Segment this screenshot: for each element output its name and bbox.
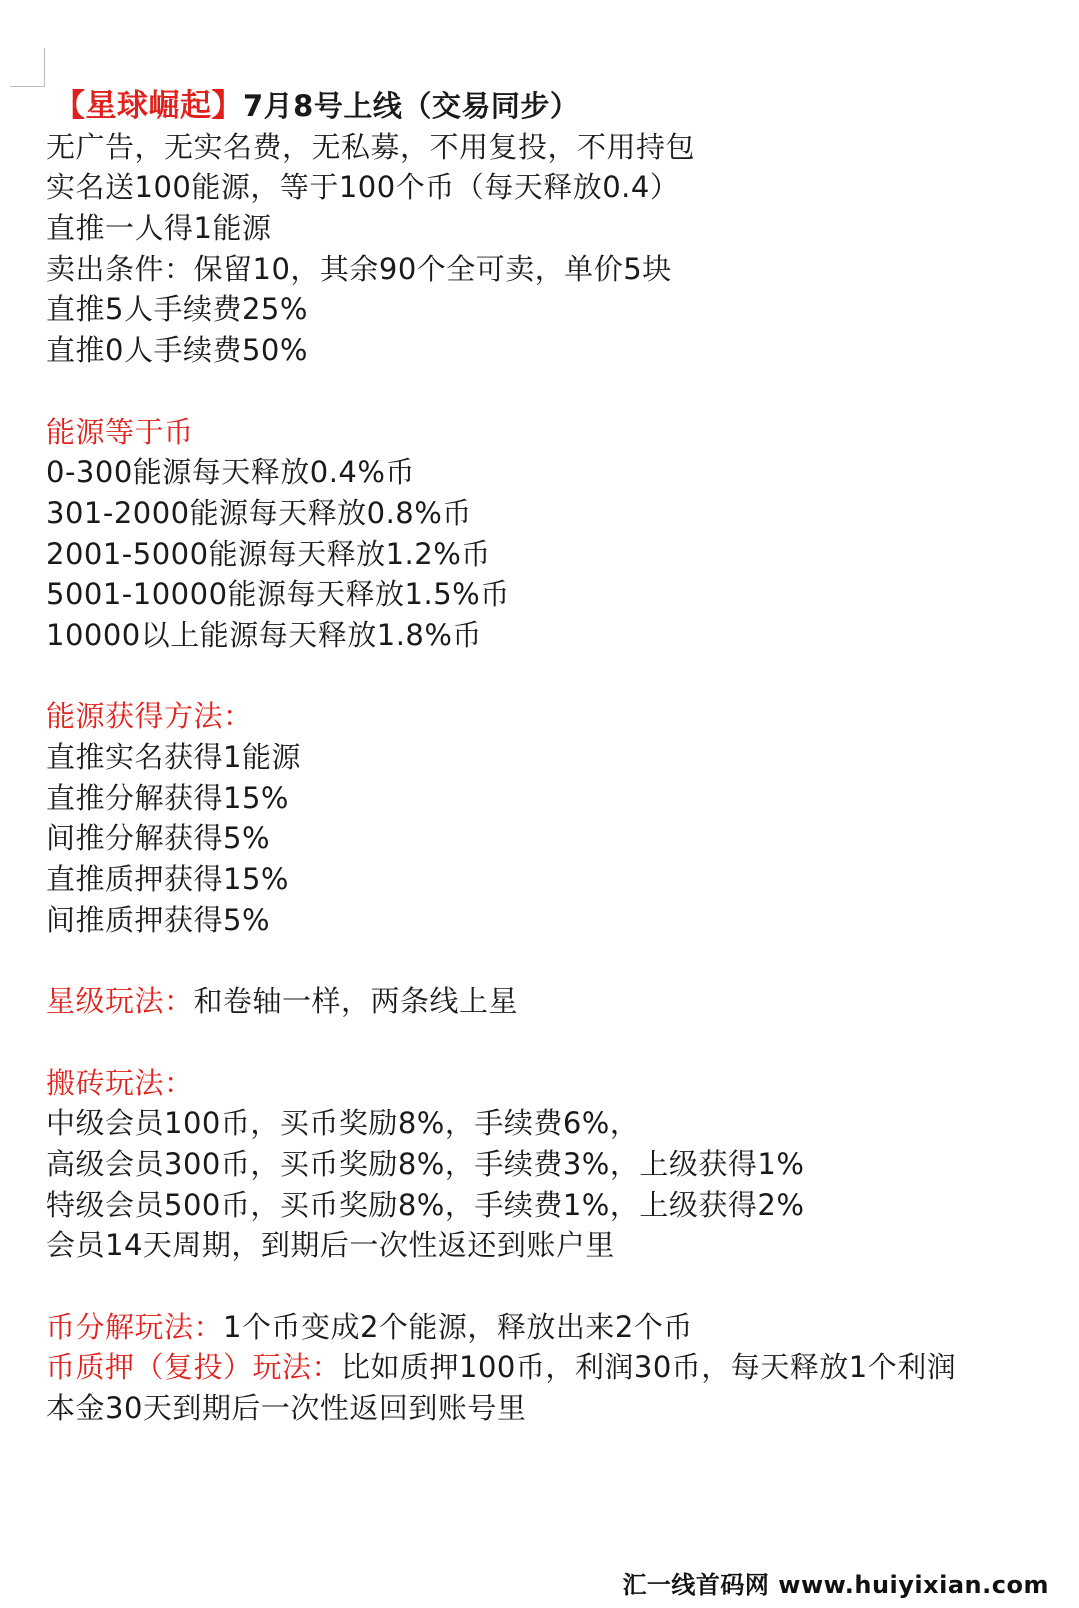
line-text: 直推5人手续费25%: [46, 292, 308, 327]
text-line: [46, 900, 1066, 941]
section-heading-line: [46, 1307, 1066, 1348]
text-line: [46, 127, 1066, 168]
document-body: [46, 86, 1066, 1429]
text-line: [46, 534, 1066, 575]
text-line: [46, 574, 1066, 615]
line-text: 1个币变成2个能源，释放出来2个币: [223, 1309, 693, 1344]
line-text: 间推分解获得5%: [46, 821, 271, 856]
text-line: [46, 859, 1066, 900]
line-text: 比如质押100币，利润30币，每天释放1个利润: [341, 1350, 957, 1385]
text-line: [46, 940, 1066, 981]
line-text: 直推分解获得15%: [46, 780, 289, 815]
line-text: 301-2000能源每天释放0.8%币: [46, 495, 472, 530]
section-heading-line: [46, 696, 1066, 737]
line-text: 中级会员100币，买币奖励8%，手续费6%，: [46, 1106, 640, 1141]
red-label: 搬砖玩法：: [46, 1065, 194, 1100]
text-line: [46, 371, 1066, 412]
section-heading-line: [46, 412, 1066, 453]
text-line: [46, 1266, 1066, 1307]
document-title: [46, 86, 1066, 127]
text-line: [46, 289, 1066, 330]
text-line: [46, 1022, 1066, 1063]
red-label: 币质押（复投）玩法：: [46, 1350, 342, 1385]
line-text: 无广告，无实名费，无私募，不用复投，不用持包: [46, 129, 696, 164]
text-line: [46, 1225, 1066, 1266]
text-line: [46, 167, 1066, 208]
line-text: 直推0人手续费50%: [46, 333, 308, 368]
line-text: 本金30天到期后一次性返回到账号里: [46, 1391, 527, 1425]
text-line: [46, 818, 1066, 859]
line-text: 直推实名获得1能源: [46, 740, 301, 774]
line-text: 会员14天周期，到期后一次性返还到账户里: [46, 1228, 615, 1263]
watermark: 汇一线首码网 www.huiyixian.com: [622, 1571, 1049, 1599]
line-text: 2001-5000能源每天释放1.2%币: [46, 536, 491, 571]
line-text: 0-300能源每天释放0.4%币: [46, 455, 415, 490]
line-text: 5001-10000能源每天释放1.5%币: [46, 577, 510, 612]
line-text: 直推一人得1能源: [46, 211, 272, 246]
text-line: [46, 208, 1066, 249]
line-text: 卖出条件：保留10，其余90个全可卖，单价5块: [46, 251, 672, 286]
text-line: [46, 656, 1066, 697]
text-line: [46, 1185, 1066, 1226]
text-line: [46, 615, 1066, 656]
red-label: 能源获得方法：: [46, 699, 253, 734]
line-text: 和卷轴一样，两条线上星: [193, 984, 519, 1019]
line-text: 高级会员300币，买币奖励8%，手续费3%，上级获得1%: [46, 1146, 805, 1181]
text-line: [46, 1144, 1066, 1185]
line-text: 间推质押获得5%: [46, 902, 271, 937]
red-label: 币分解玩法：: [46, 1309, 224, 1344]
section-heading-line: [46, 981, 1066, 1022]
text-line: [46, 737, 1066, 778]
text-line: [46, 1103, 1066, 1144]
text-line: [46, 249, 1066, 290]
title-project-name: 【星球崛起】: [54, 88, 243, 124]
text-line: [46, 493, 1066, 534]
line-text: 直推质押获得15%: [46, 862, 289, 897]
text-line: [46, 778, 1066, 819]
section-heading-line: [46, 1347, 1066, 1388]
section-heading-line: [46, 1063, 1066, 1104]
line-text: 10000以上能源每天释放1.8%币: [46, 617, 482, 652]
line-text: 特级会员500币，买币奖励8%，手续费1%，上级获得2%: [46, 1187, 805, 1222]
text-line: [46, 452, 1066, 493]
title-launch-date: 7月8号上线（交易同步）: [243, 89, 580, 123]
text-line: [46, 330, 1066, 371]
page-corner-mark: [10, 48, 45, 87]
line-text: 实名送100能源，等于100个币（每天释放0.4）: [46, 170, 680, 205]
red-label: 星级玩法：: [46, 984, 194, 1019]
red-label: 能源等于币: [46, 414, 194, 449]
text-line: [46, 1388, 1066, 1429]
